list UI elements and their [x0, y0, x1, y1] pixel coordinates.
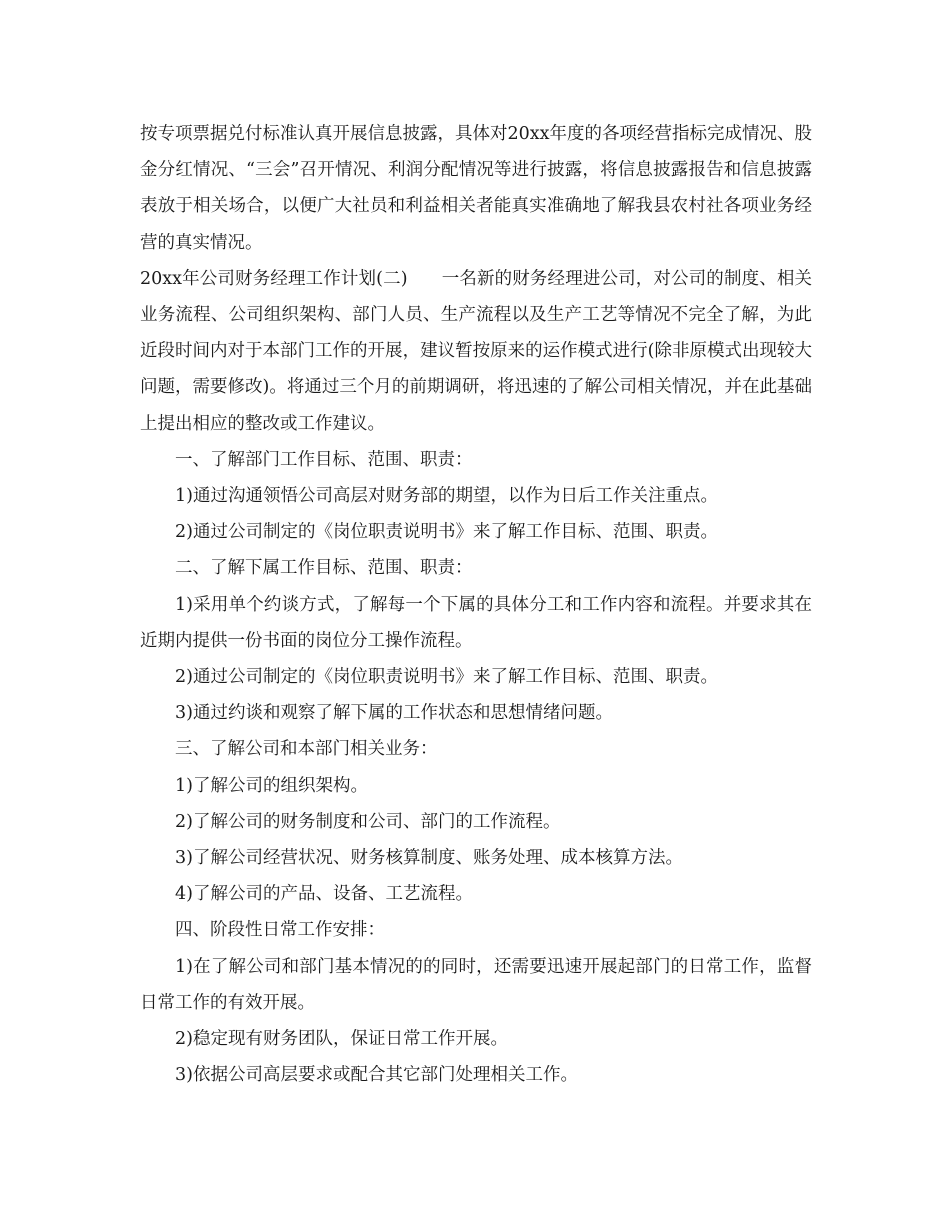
section-item: 3)通过约谈和观察了解下属的工作状态和思想情绪问题。 [175, 703, 613, 724]
section-item: 1)通过沟通领悟公司高层对财务部的期望，以作为日后工作关注重点。 [175, 486, 718, 507]
section-heading: 二、了解下属工作目标、范围、职责： [175, 558, 473, 579]
section-heading: 四、阶段性日常工作安排： [175, 920, 385, 941]
plan-title: 20xx年公司财务经理工作计划(二) [140, 268, 408, 289]
section-item: 1)在了解公司和部门基本情况的的同时，还需要迅速开展起部门的日常工作，监督日常工作的有效开展。 [140, 956, 812, 1013]
document-body [140, 116, 812, 1093]
section-item: 3)了解公司经营状况、财务核算制度、账务处理、成本核算方法。 [175, 848, 683, 869]
section-item: 2)通过公司制定的《岗位职责说明书》来了解工作目标、范围、职责。 [175, 667, 718, 688]
plan-intro-text: 一名新的财务经理进公司，对公司的制度、相关业务流程、公司组织架构、部门人员、生产流程以及生产工艺等情况不完全了解，为此近段时间内对于本部门工作的开展，建议暂按原来的运作模式进行(除非原模式出现较大问题，需要修改)。将通过三个月的前期调研，将迅速的了解公司相关情况，并在此基础上提出相应的整改或工作建议。 [140, 268, 812, 434]
section-item: 4)了解公司的产品、设备、工艺流程。 [175, 884, 473, 905]
section-item: 2)稳定现有财务团队，保证日常工作开展。 [175, 1029, 508, 1050]
section-item: 1)采用单个约谈方式，了解每一个下属的具体分工和工作内容和流程。并要求其在近期内提供一份书面的岗位分工操作流程。 [140, 594, 812, 651]
section-item: 3)依据公司高层要求或配合其它部门处理相关工作。 [175, 1065, 578, 1086]
section-heading: 一、了解部门工作目标、范围、职责： [175, 449, 473, 470]
section-item: 2)了解公司的财务制度和公司、部门的工作流程。 [175, 811, 561, 832]
paragraph-plan-intro [140, 261, 812, 442]
section-item: 2)通过公司制定的《岗位职责说明书》来了解工作目标、范围、职责。 [175, 522, 718, 543]
paragraph-disclosure: 按专项票据兑付标准认真开展信息披露，具体对20xx年度的各项经营指标完成情况、股金分红情况、“三会”召开情况、利润分配情况等进行披露，将信息披露报告和信息披露表放于相关场合，以便广大社员和利益相关者能真实准确地了解我县农村社各项业务经营的真实情况。 [140, 124, 813, 253]
section-heading: 三、了解公司和本部门相关业务： [175, 739, 438, 760]
section-item: 1)了解公司的组织架构。 [175, 775, 368, 796]
